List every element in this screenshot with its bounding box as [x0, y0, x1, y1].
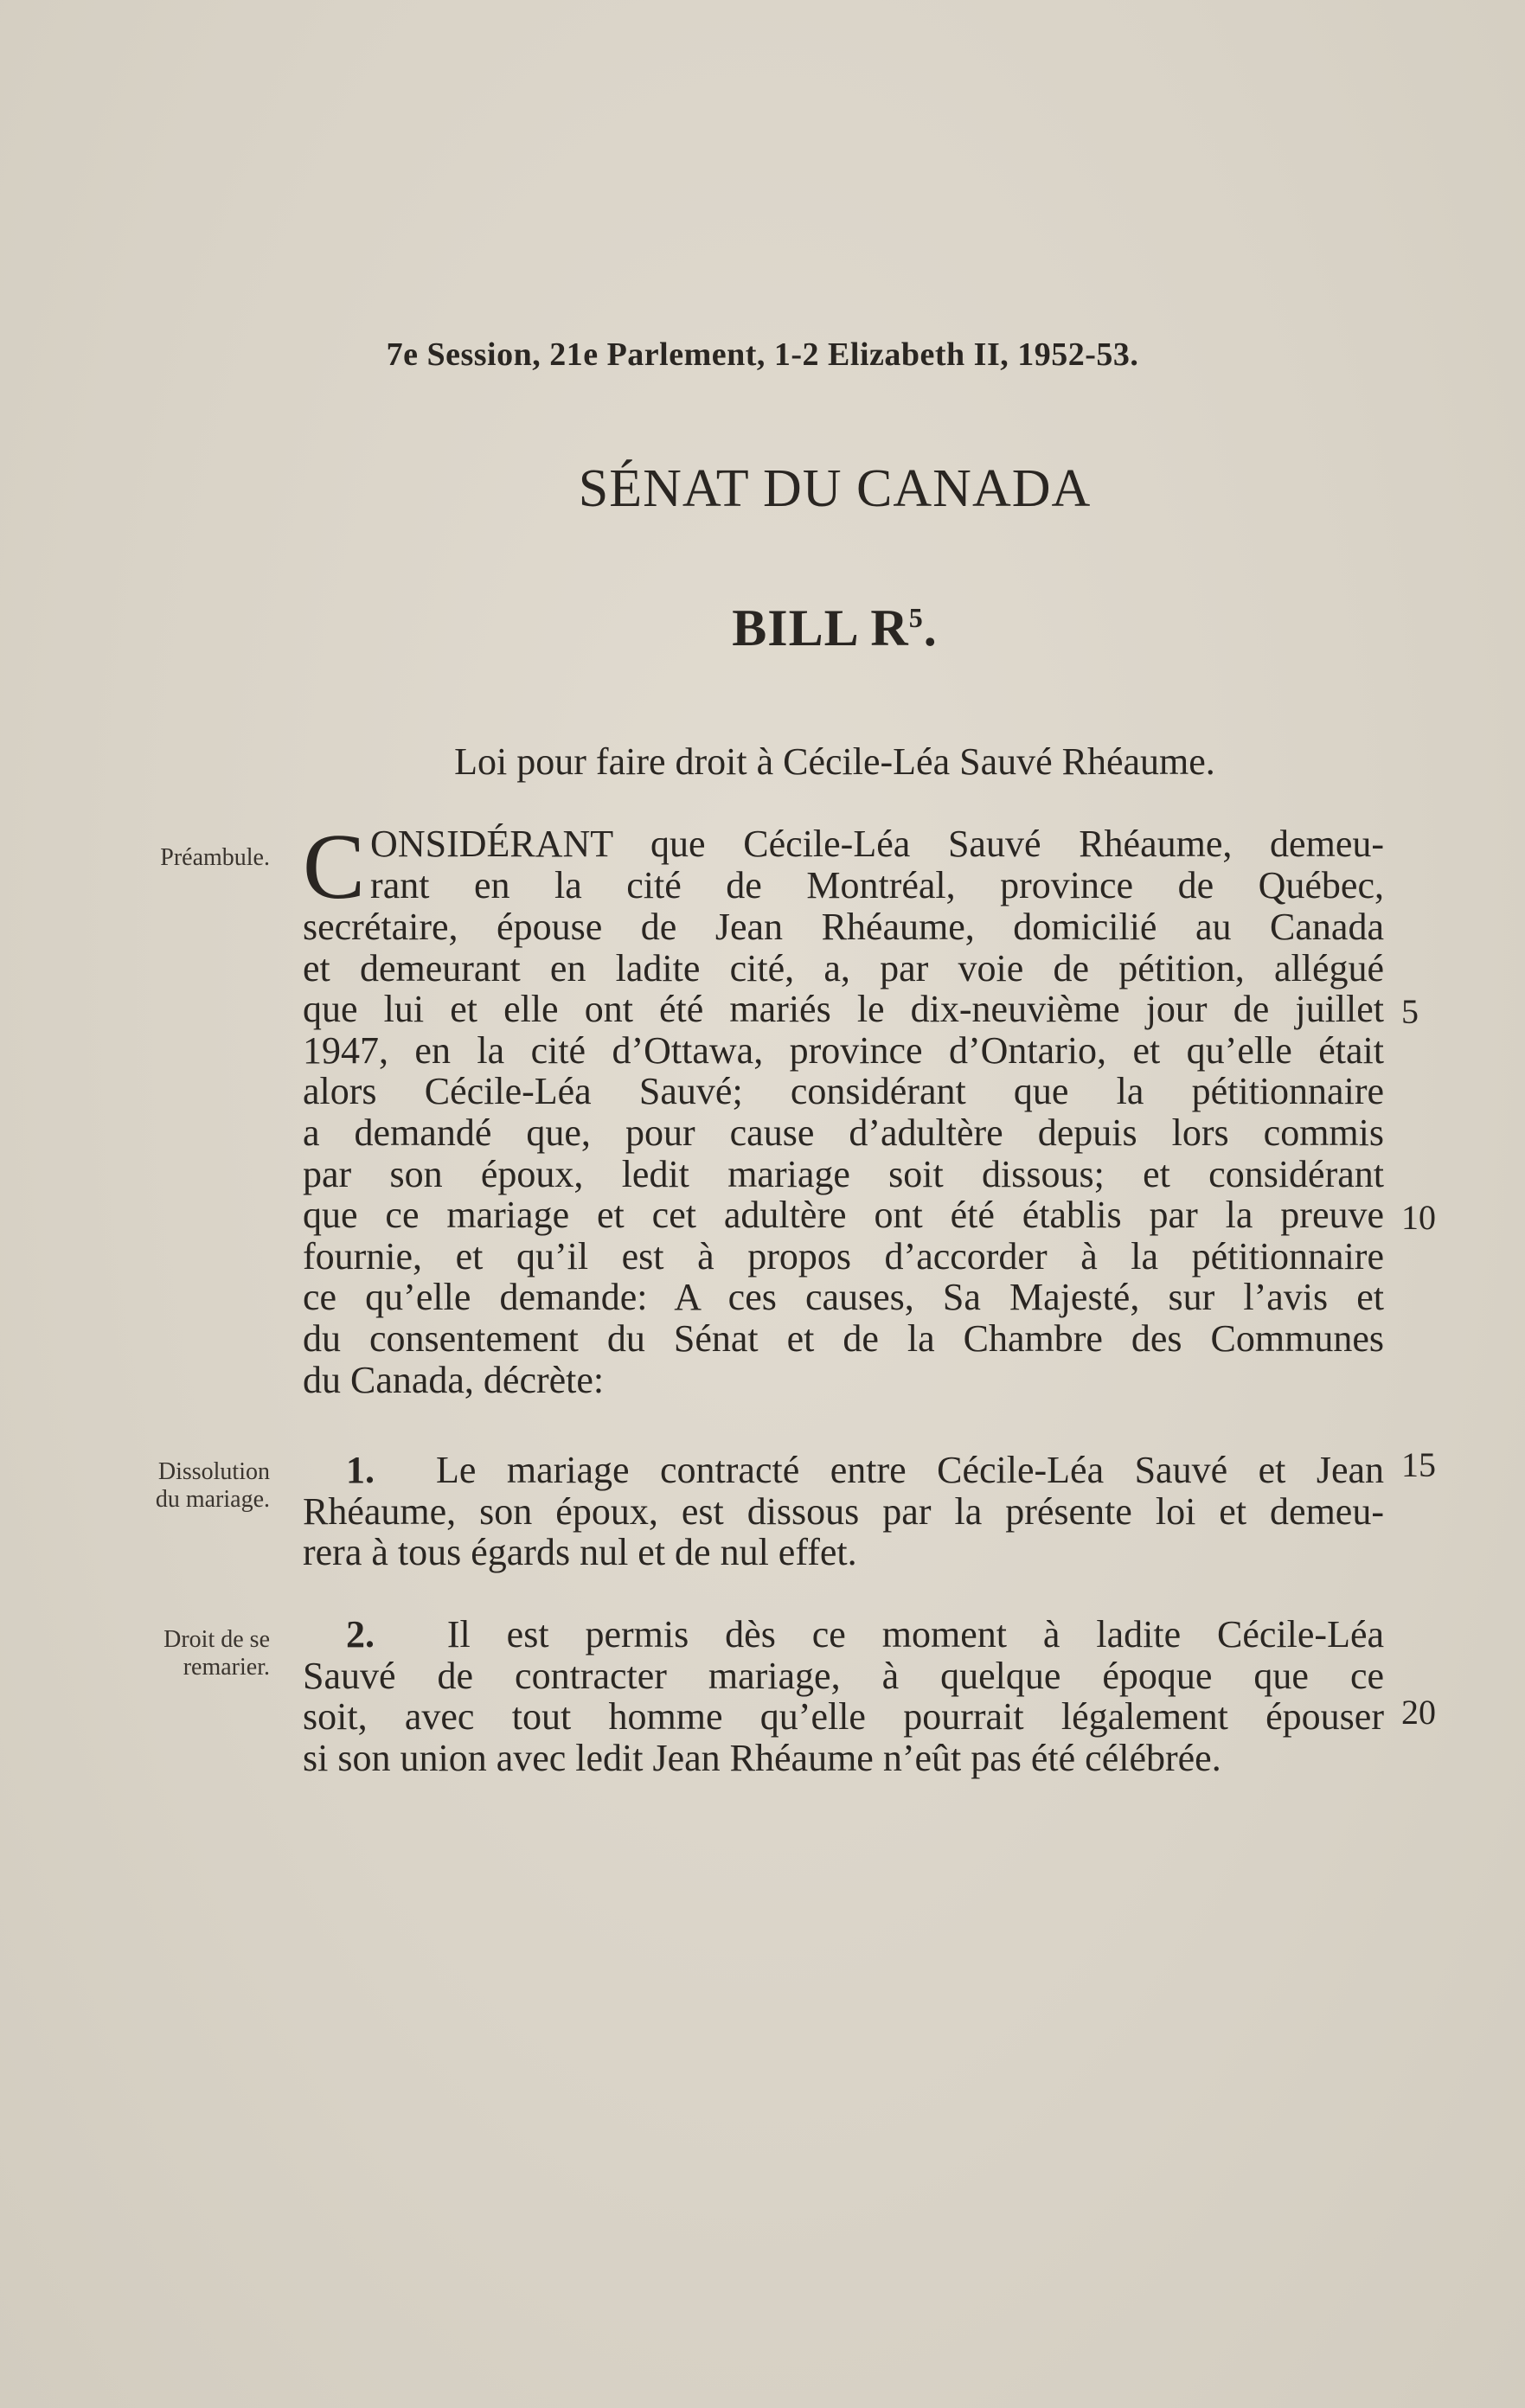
session-heading: 7e Session, 21e Parlement, 1-2 Elizabeth II, 1952-53.	[386, 336, 1139, 373]
margin-note-droit	[97, 1626, 270, 1681]
section-2	[303, 1614, 1384, 1778]
section-1-line: rera à tous égards nul et de nul effet.	[303, 1531, 857, 1574]
preamble-line: ONSIDÉRANT que Cécile-Léa Sauvé Rhéaume, demeu-	[370, 823, 1384, 865]
preamble-line: alors Cécile-Léa Sauvé; considérant que la pétitionnaire	[303, 1070, 1384, 1113]
margin-note-dissolution-line2: du mariage.	[155, 1486, 270, 1513]
section-2-number: 2.	[346, 1613, 375, 1656]
dropcap-letter: C	[303, 816, 366, 919]
margin-note-droit-line2: remarier.	[183, 1654, 270, 1681]
bill-period: .	[923, 599, 938, 656]
line-number-10: 10	[1401, 1198, 1436, 1237]
section-2-first-line	[303, 1614, 1384, 1656]
section-1	[303, 1450, 1384, 1573]
margin-note-dissolution	[97, 1458, 270, 1514]
section-1-first-line	[303, 1450, 1384, 1491]
preamble-line: et demeurant en ladite cité, a, par voie de pétition, allégué	[303, 946, 1384, 989]
preamble-line: que ce mariage et cet adultère ont été établis par la preuve	[303, 1194, 1384, 1237]
preamble-paragraph	[303, 816, 1384, 1401]
section-2-line: Sauvé de contracter mariage, à quelque époque que ce	[303, 1654, 1384, 1697]
section-2-line: si son union avec ledit Jean Rhéaume n’eût pas été célébrée.	[303, 1736, 1221, 1779]
preamble-line: ce qu’elle demande: A ces causes, Sa Majesté, sur l’avis et	[303, 1276, 1384, 1319]
line-number-20: 20	[1401, 1693, 1436, 1732]
preamble-line: fournie, et qu’il est à propos d’accorder à la pétitionnaire	[303, 1234, 1384, 1278]
preamble-line: 1947, en la cité d’Ottawa, province d’Ontario, et qu’elle était	[303, 1028, 1384, 1072]
preamble-line: que lui et elle ont été mariés le dix-neuvième jour de juillet	[303, 988, 1384, 1031]
bill-title: Loi pour faire droit à Cécile-Léa Sauvé Rhéaume.	[454, 740, 1215, 783]
margin-note-preambule	[97, 844, 270, 872]
preamble-line: rant en la cité de Montréal, province de Québec,	[370, 863, 1384, 906]
preamble-line: a demandé que, pour cause d’adultère depuis lors commis	[303, 1111, 1384, 1154]
senate-heading: SÉNAT DU CANADA	[578, 459, 1092, 518]
section-1-number: 1.	[346, 1449, 375, 1491]
margin-note-dissolution-line1: Dissolution	[157, 1458, 270, 1485]
margin-note-preambule-text: Préambule.	[160, 844, 270, 871]
section-2-line: soit, avec tout homme qu’elle pourrait légalement épouser	[303, 1695, 1384, 1739]
bill-superscript: 5	[908, 602, 924, 633]
line-number-15: 15	[1401, 1445, 1436, 1484]
preamble-line: du consentement du Sénat et de la Chambre des Communes	[303, 1316, 1384, 1360]
line-number-5: 5	[1401, 992, 1419, 1031]
margin-note-droit-line1: Droit de se	[163, 1626, 270, 1653]
preamble-line: secrétaire, épouse de Jean Rhéaume, domicilié au Canada	[303, 906, 1384, 948]
section-2-line: Il est permis dès ce moment à ladite Cécile-Léa	[446, 1613, 1385, 1656]
preamble-line: par son époux, ledit mariage soit dissous; et considérant	[303, 1152, 1384, 1195]
section-1-line: Rhéaume, son époux, est dissous par la présente loi et demeu-	[303, 1489, 1384, 1533]
preamble-line: du Canada, décrète:	[303, 1358, 605, 1401]
bill-label: BILL R	[732, 599, 909, 656]
bill-heading	[0, 599, 1525, 658]
section-1-line: Le mariage contracté entre Cécile-Léa Sauvé et Jean	[435, 1449, 1385, 1491]
